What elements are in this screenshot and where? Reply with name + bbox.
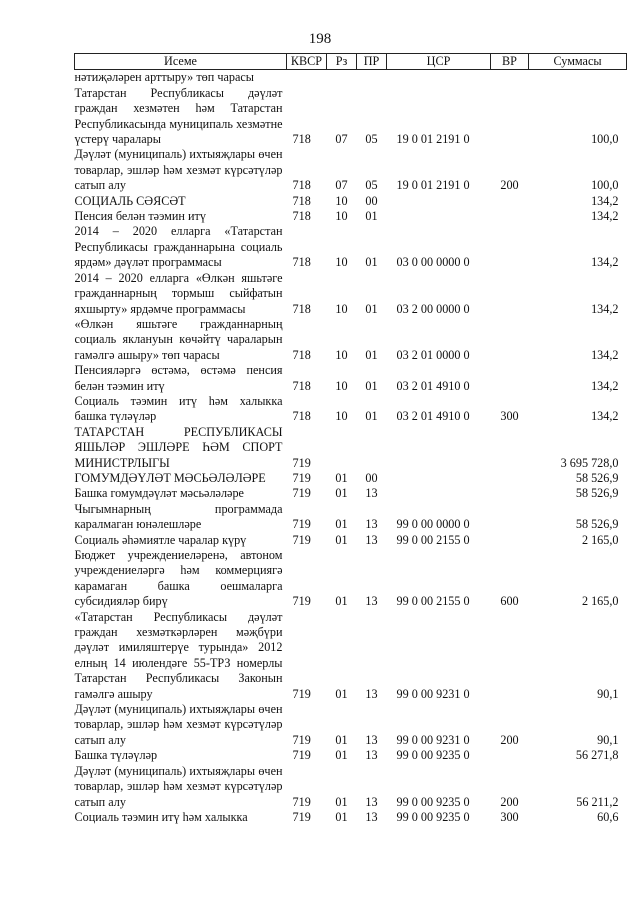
row-rz: 01 [335, 794, 348, 809]
table-row [75, 748, 627, 763]
row-kvsr: 718 [292, 409, 311, 424]
row-pr: 13 [365, 594, 378, 609]
row-pr: 13 [365, 732, 378, 747]
row-rz: 10 [335, 193, 348, 208]
row-vr [491, 610, 529, 702]
row-sum: 134,2 [591, 255, 619, 270]
row-pr [357, 425, 387, 471]
row-rz: 01 [335, 532, 348, 547]
row-name: Бюджет учреждениеләренә, автоном учреждениеләргә һәм коммерциягә карамаган башка оешмаларга субсидияләр бирү [74, 548, 283, 609]
row-kvsr: 719 [292, 748, 311, 763]
row-rz: 01 [335, 686, 348, 701]
row-kvsr: 719 [292, 732, 311, 747]
row-rz: 01 [335, 748, 348, 763]
row-vr [491, 363, 529, 394]
row-csr: 19 0 01 2191 0 [396, 178, 470, 193]
row-rz: 01 [335, 517, 348, 532]
row-csr [387, 425, 491, 471]
header-pr: ПР [357, 54, 387, 70]
row-sum: 134,2 [591, 347, 619, 362]
row-name: СОЦИАЛЬ СӘЯСӘТ [74, 193, 186, 208]
table-row [75, 317, 627, 363]
table-row [75, 486, 627, 501]
row-sum: 2 165,0 [581, 594, 619, 609]
table-row [75, 533, 627, 548]
row-kvsr: 718 [292, 209, 311, 224]
row-kvsr: 718 [292, 301, 311, 316]
row-rz: 01 [335, 732, 348, 747]
row-kvsr: 719 [292, 686, 311, 701]
row-rz: 10 [335, 378, 348, 393]
row-rz: 10 [335, 347, 348, 362]
row-sum: 90,1 [597, 686, 619, 701]
row-rz: 01 [335, 486, 348, 501]
row-name: Башка гомумдәүләт мәсьәләләре [74, 486, 244, 501]
row-pr: 13 [365, 748, 378, 763]
table-row [75, 394, 627, 425]
row-pr: 05 [365, 178, 378, 193]
row-sum: 56 211,2 [576, 794, 619, 809]
table-row [75, 425, 627, 471]
header-kvsr: КВСР [287, 54, 327, 70]
row-vr [491, 224, 529, 270]
row-name: 2014 – 2020 елларга «Өлкән яшьтәге гражданнарның тормыш сыйфатын яхшырту» ярдәмче программасы [74, 270, 283, 316]
row-csr: 99 0 00 0000 0 [396, 517, 470, 532]
row-pr: 13 [365, 517, 378, 532]
row-kvsr: 718 [292, 378, 311, 393]
row-rz [327, 425, 357, 471]
row-csr [387, 194, 491, 209]
row-csr: 99 0 00 2155 0 [396, 594, 470, 609]
header-vr: ВР [491, 54, 529, 70]
row-csr: 99 0 00 9235 0 [396, 748, 470, 763]
table-row [75, 764, 627, 810]
row-kvsr: 719 [292, 455, 311, 470]
row-name: Татарстан Республикасы дәүләт граждан хезмәтен һәм Татарстан Республикасында муниципаль хезмәтне үстерү чаралары [74, 85, 283, 147]
header-csr: ЦСР [387, 54, 491, 70]
row-csr: 03 2 01 4910 0 [396, 378, 470, 393]
row-kvsr: 718 [292, 132, 311, 147]
row-pr: 01 [365, 301, 378, 316]
table-row [75, 502, 627, 533]
row-csr [387, 486, 491, 501]
row-name: Пенсия белән тәэмин итү [74, 209, 206, 224]
row-kvsr [287, 70, 327, 86]
row-pr: 05 [365, 132, 378, 147]
row-vr [491, 502, 529, 533]
row-vr: 300 [500, 809, 519, 824]
row-csr: 03 2 01 0000 0 [396, 347, 470, 362]
row-pr: 01 [365, 409, 378, 424]
row-vr [491, 533, 529, 548]
row-kvsr: 718 [292, 347, 311, 362]
row-vr: 200 [500, 794, 519, 809]
row-kvsr: 719 [292, 794, 311, 809]
row-name: Башка түләүләр [74, 748, 158, 763]
header-sum: Суммасы [529, 54, 627, 70]
row-pr [357, 70, 387, 86]
row-vr: 300 [500, 409, 519, 424]
row-sum: 134,2 [591, 209, 619, 224]
row-name: Чыгымнарның программада каралмаган юнәлешләре [74, 501, 283, 532]
row-csr: 03 2 00 0000 0 [396, 301, 470, 316]
row-vr [491, 471, 529, 486]
row-kvsr: 719 [292, 594, 311, 609]
row-pr: 13 [365, 486, 378, 501]
header-name: Исеме [75, 54, 287, 70]
row-kvsr: 718 [292, 178, 311, 193]
row-csr: 99 0 00 9235 0 [396, 809, 470, 824]
row-name: «Өлкән яшьтәге гражданнарның социаль яклануын көчәйтү чараларын гамәлгә ашыру» төп чарасы [74, 316, 283, 362]
table-header [75, 54, 627, 70]
row-sum: 58 526,9 [575, 486, 619, 501]
row-csr: 03 0 00 0000 0 [396, 255, 470, 270]
row-csr [387, 471, 491, 486]
row-vr: 200 [500, 178, 519, 193]
row-csr: 19 0 01 2191 0 [396, 132, 470, 147]
row-name: нәтиҗәләрен арттыру» төп чарасы [74, 70, 254, 85]
row-name: Дәүләт (муниципаль) ихтыяҗлары өчен товарлар, эшләр һәм хезмәт күрсәтүләр сатып алу [74, 763, 283, 809]
row-name: «Татарстан Республикасы дәүләт граждан хезмәткәрләрен мәҗбүри дәүләт имиляштерүе турында» 2012 елның 14 июлендәге 55-ТРЗ номерлы Татарстан Республикасы Законын гамәлгә ашыру [74, 609, 283, 701]
row-name: Социаль әһәмиятле чаралар күрү [74, 532, 247, 547]
row-sum: 90,1 [597, 732, 619, 747]
row-csr [387, 209, 491, 224]
table-row [75, 610, 627, 702]
row-sum: 2 165,0 [581, 532, 619, 547]
row-vr [491, 194, 529, 209]
row-kvsr: 718 [292, 255, 311, 270]
row-sum: 134,2 [591, 378, 619, 393]
row-name: Дәүләт (муниципаль) ихтыяҗлары өчен товарлар, эшләр һәм хезмәт күрсәтүләр сатып алу [74, 702, 283, 747]
row-sum: 100,0 [591, 178, 619, 193]
row-rz: 07 [335, 132, 348, 147]
row-kvsr: 719 [292, 517, 311, 532]
row-name: 2014 – 2020 елларга «Татарстан Республикасы гражданнарына социаль ярдәм» дәүләт программасы [74, 224, 283, 270]
row-vr [491, 70, 529, 86]
row-rz: 10 [335, 209, 348, 224]
table-row [75, 86, 627, 148]
row-rz: 01 [335, 470, 348, 485]
table-row [75, 271, 627, 317]
table-row [75, 471, 627, 486]
row-vr [491, 425, 529, 471]
row-vr [491, 271, 529, 317]
row-csr [387, 70, 491, 86]
row-kvsr: 719 [292, 486, 311, 501]
row-pr: 01 [365, 378, 378, 393]
row-name: Социаль тәэмин итү һәм халыкка [74, 809, 248, 824]
row-pr: 00 [365, 470, 378, 485]
row-rz: 01 [335, 809, 348, 824]
row-pr: 01 [365, 209, 378, 224]
row-name: Дәүләт (муниципаль) ихтыяҗлары өчен товарлар, эшләр һәм хезмәт күрсәтүләр сатып алу [74, 147, 283, 193]
row-kvsr: 719 [292, 809, 311, 824]
row-csr: 99 0 00 2155 0 [396, 532, 470, 547]
row-vr [491, 86, 529, 148]
row-csr: 99 0 00 9235 0 [396, 794, 470, 809]
row-vr [491, 748, 529, 763]
table-row [75, 70, 627, 86]
header-rz: Рз [327, 54, 357, 70]
row-kvsr: 718 [292, 193, 311, 208]
row-sum: 3 695 728,0 [560, 455, 619, 470]
row-name: ГОМУМДӘҮЛӘТ МӘСЬӘЛӘЛӘРЕ [74, 470, 266, 485]
page-number: 198 [308, 31, 332, 47]
row-sum: 58 526,9 [575, 517, 619, 532]
row-vr [491, 209, 529, 224]
row-name: Социаль тәэмин итү һәм халыкка башка түләүләр [74, 393, 283, 424]
row-rz: 10 [335, 301, 348, 316]
row-vr: 200 [500, 732, 519, 747]
row-sum: 56 271,8 [575, 748, 619, 763]
row-pr: 01 [365, 347, 378, 362]
row-pr: 13 [365, 794, 378, 809]
row-rz: 10 [335, 255, 348, 270]
row-pr: 13 [365, 809, 378, 824]
table-row [75, 224, 627, 270]
row-pr: 01 [365, 255, 378, 270]
row-kvsr: 719 [292, 470, 311, 485]
row-rz: 01 [335, 594, 348, 609]
budget-table [74, 53, 627, 825]
table-row [75, 702, 627, 748]
table-row [75, 147, 627, 193]
row-sum: 100,0 [591, 132, 619, 147]
row-vr [491, 317, 529, 363]
row-name: Пенсияләргә өстәмә, өстәмә пенсия белән тәэмин итү [74, 363, 283, 393]
table-row [75, 209, 627, 224]
row-sum: 134,2 [591, 193, 619, 208]
row-csr: 99 0 00 9231 0 [396, 732, 470, 747]
row-sum: 134,2 [591, 409, 619, 424]
row-rz: 10 [335, 409, 348, 424]
row-sum [529, 70, 627, 86]
row-rz: 07 [335, 178, 348, 193]
row-vr [491, 486, 529, 501]
row-kvsr: 719 [292, 532, 311, 547]
row-sum: 60,6 [597, 809, 619, 824]
row-rz [327, 70, 357, 86]
table-row [75, 363, 627, 394]
row-csr: 99 0 00 9231 0 [396, 686, 470, 701]
row-pr: 13 [365, 686, 378, 701]
row-vr: 600 [500, 594, 519, 609]
table-row [75, 810, 627, 825]
row-pr: 13 [365, 532, 378, 547]
row-csr: 03 2 01 4910 0 [396, 409, 470, 424]
row-pr: 00 [365, 193, 378, 208]
row-name: ТАТАРСТАН РЕСПУБЛИКАСЫ ЯШЬЛӘР ЭШЛӘРЕ ҺӘМ СПОРТ МИНИСТРЛЫГЫ [74, 424, 283, 470]
row-sum: 58 526,9 [575, 470, 619, 485]
table-body [75, 70, 627, 825]
table-row [75, 194, 627, 209]
table-row [75, 548, 627, 610]
row-sum: 134,2 [591, 301, 619, 316]
